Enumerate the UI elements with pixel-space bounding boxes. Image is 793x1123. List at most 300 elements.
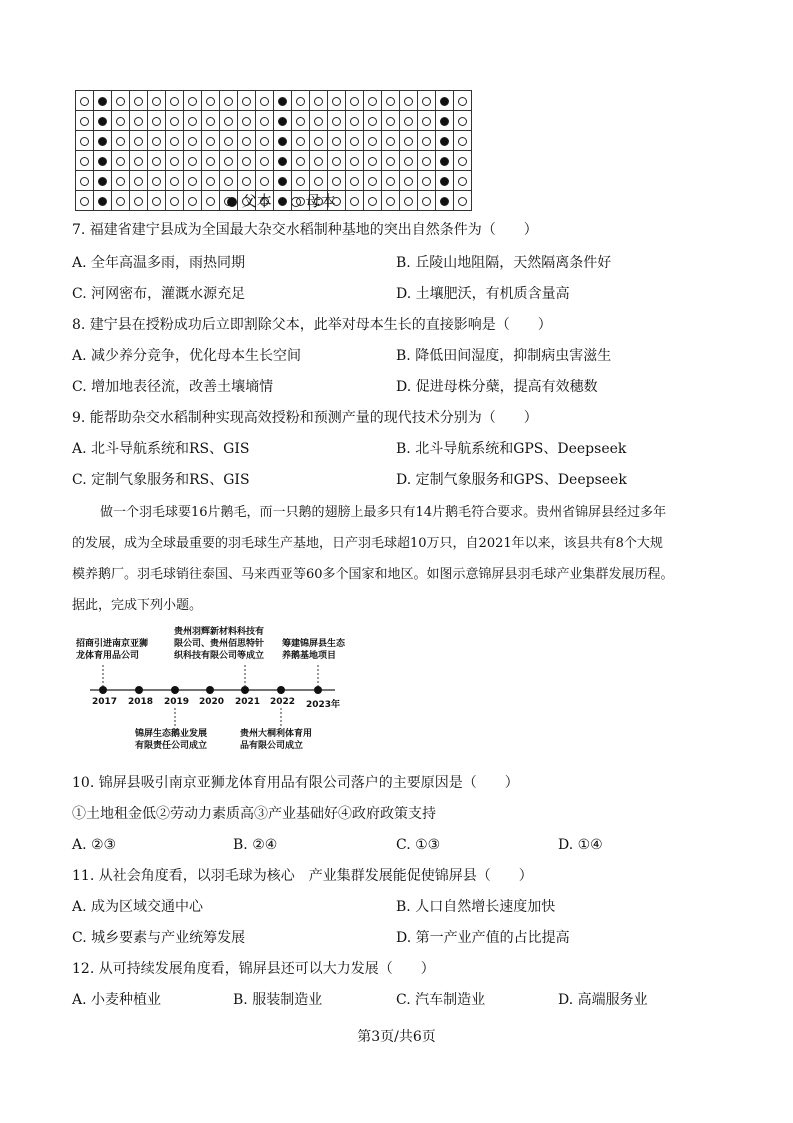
- grid-cell: [94, 91, 112, 111]
- grid-cell: [76, 91, 94, 111]
- mother-plant-dot: [422, 177, 431, 186]
- grid-cell: [202, 171, 220, 191]
- timeline-dot-2023: [314, 686, 322, 694]
- timeline-dot-2020: [206, 686, 214, 694]
- mother-plant-dot: [404, 157, 413, 166]
- grid-cell: [166, 191, 184, 211]
- grid-cell: [166, 171, 184, 191]
- grid-legend: [227, 190, 336, 211]
- mother-plant-dot: [458, 137, 467, 146]
- event-2019-line-1: 锦屏生态鹅业发展: [135, 729, 208, 739]
- grid-cell: [292, 111, 310, 131]
- grid-cell: [418, 131, 436, 151]
- q10-choices-line: ①土地租金低②劳动力素质高③产业基础好④政府政策支持: [72, 806, 436, 822]
- father-plant-dot: [278, 157, 287, 166]
- grid-cell: [418, 151, 436, 171]
- mother-plant-dot: [314, 97, 323, 106]
- grid-cell: [310, 151, 328, 171]
- father-plant-dot: [440, 137, 449, 146]
- mother-plant-dot: [152, 117, 161, 126]
- year-2023: 2023年: [306, 700, 341, 710]
- grid-cell: [454, 111, 472, 131]
- grid-cell: [184, 171, 202, 191]
- legend-father-label: 父本: [241, 192, 272, 210]
- mother-plant-dot: [386, 137, 395, 146]
- mother-plant-dot: [422, 117, 431, 126]
- grid-cell: [202, 151, 220, 171]
- mother-plant-dot: [80, 197, 89, 206]
- mother-plant-dot: [170, 117, 179, 126]
- father-plant-dot: [440, 117, 449, 126]
- grid-cell: [400, 191, 418, 211]
- year-2021: 2021: [235, 697, 261, 707]
- grid-cell: [130, 91, 148, 111]
- grid-cell: [220, 131, 238, 151]
- grid-cell: [202, 91, 220, 111]
- grid-cell: [310, 131, 328, 151]
- grid-cell: [184, 151, 202, 171]
- mother-plant-dot: [350, 157, 359, 166]
- mother-plant-dot: [260, 137, 269, 146]
- mother-plant-dot: [296, 97, 305, 106]
- grid-cell: [256, 111, 274, 131]
- q11-option-a: A. 成为区域交通中心: [72, 899, 204, 915]
- grid-cell: [238, 131, 256, 151]
- timeline-dot-2021: [241, 686, 249, 694]
- grid-cell: [256, 151, 274, 171]
- grid-row: [76, 111, 472, 131]
- grid-cell: [292, 91, 310, 111]
- grid-cell: [202, 131, 220, 151]
- mother-plant-dot: [224, 117, 233, 126]
- grid-cell: [364, 111, 382, 131]
- mother-plant-dot: [170, 97, 179, 106]
- grid-cell: [382, 171, 400, 191]
- grid-cell: [76, 131, 94, 151]
- grid-cell: [364, 171, 382, 191]
- grid-cell: [202, 191, 220, 211]
- mother-plant-dot: [80, 157, 89, 166]
- grid-cell: [328, 111, 346, 131]
- grid-cell: [436, 191, 454, 211]
- q7-option-c: C. 河网密布，灌溉水源充足: [72, 286, 246, 302]
- q7-option-a: A. 全年高温多雨，雨热同期: [72, 255, 246, 271]
- q9-stem: 9. 能帮助杂交水稻制种实现高效授粉和预测产量的现代技术分别为（ ）: [72, 410, 538, 426]
- grid-cell: [220, 91, 238, 111]
- mother-plant-dot: [134, 197, 143, 206]
- mother-plant-dot: [134, 157, 143, 166]
- timeline-dot-2019: [171, 686, 179, 694]
- grid-cell: [274, 91, 292, 111]
- grid-cell: [454, 131, 472, 151]
- q7-option-d: D. 土壤肥沃，有机质含量高: [396, 286, 570, 302]
- grid-cell: [184, 111, 202, 131]
- mother-plant-dot: [386, 197, 395, 206]
- legend-mother-label: 母本: [305, 192, 336, 210]
- grid-cell: [112, 91, 130, 111]
- timeline-dot-2018: [135, 686, 143, 694]
- father-plant-dot: [98, 197, 107, 206]
- grid-cell: [130, 171, 148, 191]
- mother-plant-dot: [404, 177, 413, 186]
- q11-option-c: C. 城乡要素与产业统筹发展: [72, 930, 246, 946]
- father-plant-dot: [440, 177, 449, 186]
- grid-cell: [148, 91, 166, 111]
- grid-cell: [274, 131, 292, 151]
- grid-cell: [220, 171, 238, 191]
- mother-plant-dot: [386, 157, 395, 166]
- grid-cell: [400, 111, 418, 131]
- event-2021: [174, 626, 264, 662]
- mother-plant-dot: [386, 177, 395, 186]
- grid-cell: [346, 151, 364, 171]
- grid-cell: [364, 91, 382, 111]
- mother-plant-dot: [332, 177, 341, 186]
- grid-cell: [274, 171, 292, 191]
- mother-plant-dot: [224, 137, 233, 146]
- father-plant-dot: [440, 197, 449, 206]
- event-2017-line-1: 招商引进南京亚狮: [76, 639, 149, 649]
- grid-cell: [112, 131, 130, 151]
- event-2021-line-3: 织科技有限公司等成立: [174, 651, 265, 661]
- q10-option-b: B. ②④: [233, 837, 278, 853]
- mother-plant-dot: [116, 157, 125, 166]
- grid-cell: [76, 191, 94, 211]
- grid-cell: [130, 191, 148, 211]
- q8-option-d: D. 促进母株分蘖，提高有效穗数: [396, 379, 598, 395]
- q12-option-c: C. 汽车制造业: [396, 992, 486, 1008]
- grid-cell: [112, 171, 130, 191]
- grid-cell: [436, 111, 454, 131]
- grid-cell: [454, 191, 472, 211]
- mother-plant-dot: [422, 157, 431, 166]
- mother-plant-dot: [152, 97, 161, 106]
- year-2022: 2022: [270, 697, 296, 707]
- mother-plant-dot: [314, 157, 323, 166]
- grid-cell: [436, 151, 454, 171]
- father-plant-dot: [98, 117, 107, 126]
- mother-plant-dot: [242, 177, 251, 186]
- q9-option-d: D. 定制气象服务和GPS、Deepseek: [396, 472, 627, 488]
- mother-plant-dot: [404, 197, 413, 206]
- mother-plant-dot: [368, 197, 377, 206]
- mother-plant-dot: [206, 137, 215, 146]
- event-2023-line-2: 养鹅基地项目: [282, 651, 337, 661]
- mother-plant-dot: [314, 177, 323, 186]
- grid-cell: [454, 151, 472, 171]
- q11-option-d: D. 第一产业产值的占比提高: [396, 930, 570, 946]
- mother-plant-dot: [134, 137, 143, 146]
- grid-cell: [76, 151, 94, 171]
- grid-cell: [238, 151, 256, 171]
- mother-plant-dot: [296, 177, 305, 186]
- mother-plant-dot: [116, 177, 125, 186]
- father-plant-dot: [98, 177, 107, 186]
- mother-plant-dot: [458, 97, 467, 106]
- father-plant-dot: [278, 177, 287, 186]
- grid-cell: [328, 91, 346, 111]
- mother-plant-dot: [134, 177, 143, 186]
- mother-plant-dot: [404, 97, 413, 106]
- grid-cell: [418, 111, 436, 131]
- grid-cell: [364, 131, 382, 151]
- grid-cell: [94, 171, 112, 191]
- father-plant-dot: [278, 117, 287, 126]
- event-2019-line-2: 有限责任公司成立: [135, 741, 208, 751]
- grid-cell: [292, 131, 310, 151]
- mother-plant-dot: [422, 137, 431, 146]
- grid-cell: [400, 91, 418, 111]
- q10-option-c: C. ①③: [396, 837, 441, 853]
- grid-cell: [400, 171, 418, 191]
- grid-cell: [94, 151, 112, 171]
- mother-plant-dot: [80, 137, 89, 146]
- grid-cell: [238, 91, 256, 111]
- father-plant-dot: [440, 157, 449, 166]
- mother-plant-dot: [224, 97, 233, 106]
- passage-line-4: 据此，完成下列小题。: [72, 598, 203, 613]
- mother-plant-dot: [386, 117, 395, 126]
- grid-cell: [184, 91, 202, 111]
- grid-cell: [400, 151, 418, 171]
- father-plant-dot: [98, 157, 107, 166]
- mother-plant-dot: [134, 117, 143, 126]
- grid-cell: [328, 131, 346, 151]
- grid-cell: [256, 131, 274, 151]
- grid-cell: [256, 171, 274, 191]
- father-plant-dot: [278, 137, 287, 146]
- mother-plant-dot: [170, 177, 179, 186]
- grid-cell: [454, 171, 472, 191]
- grid-cell: [454, 91, 472, 111]
- grid-cell: [310, 111, 328, 131]
- mother-plant-dot: [80, 177, 89, 186]
- mother-plant-dot: [134, 97, 143, 106]
- mother-plant-dot: [260, 157, 269, 166]
- page-footer: 第3页/共6页: [357, 1029, 436, 1045]
- mother-plant-dot: [314, 117, 323, 126]
- grid-cell: [364, 191, 382, 211]
- grid-cell: [346, 131, 364, 151]
- mother-plant-dot: [368, 177, 377, 186]
- event-2023: [282, 638, 345, 662]
- grid-cell: [328, 171, 346, 191]
- event-2021-line-1: 贵州羽辉新材料科技有: [174, 627, 265, 637]
- grid-cell: [184, 191, 202, 211]
- mother-plant-dot: [242, 137, 251, 146]
- grid-cell: [166, 91, 184, 111]
- q9-option-c: C. 定制气象服务和RS、GIS: [72, 472, 250, 488]
- grid-cell: [220, 151, 238, 171]
- q10-stem: 10. 锦屏县吸引南京亚狮龙体育用品有限公司落户的主要原因是（ ）: [72, 775, 519, 791]
- grid-cell: [382, 131, 400, 151]
- q12-option-d: D. 高端服务业: [558, 992, 648, 1008]
- mother-plant-dot: [386, 97, 395, 106]
- mother-plant-dot: [152, 157, 161, 166]
- mother-plant-dot: [332, 137, 341, 146]
- father-dot-icon: [227, 197, 237, 207]
- mother-dot-icon: [291, 197, 301, 207]
- grid-cell: [382, 191, 400, 211]
- grid-cell: [382, 91, 400, 111]
- mother-plant-dot: [368, 117, 377, 126]
- grid-cell: [292, 171, 310, 191]
- event-2022-line-1: 贵州大桐利体育用: [240, 729, 313, 739]
- grid-cell: [148, 151, 166, 171]
- timeline-dot-2022: [277, 686, 285, 694]
- grid-cell: [220, 111, 238, 131]
- q10-option-d: D. ①④: [558, 837, 603, 853]
- grid-row: [76, 91, 472, 111]
- mother-plant-dot: [188, 97, 197, 106]
- grid-cell: [310, 171, 328, 191]
- q11-option-b: B. 人口自然增长速度加快: [396, 899, 556, 915]
- mother-plant-dot: [260, 117, 269, 126]
- mother-plant-dot: [296, 117, 305, 126]
- event-2019: [135, 728, 207, 752]
- grid-cell: [346, 91, 364, 111]
- mother-plant-dot: [206, 197, 215, 206]
- year-2017: 2017: [92, 697, 118, 707]
- mother-plant-dot: [404, 137, 413, 146]
- grid-cell: [130, 111, 148, 131]
- grid-cell: [418, 91, 436, 111]
- mother-plant-dot: [242, 117, 251, 126]
- grid-cell: [382, 111, 400, 131]
- grid-cell: [436, 171, 454, 191]
- mother-plant-dot: [260, 97, 269, 106]
- mother-plant-dot: [458, 177, 467, 186]
- grid-cell: [238, 171, 256, 191]
- mother-plant-dot: [80, 97, 89, 106]
- mother-plant-dot: [170, 157, 179, 166]
- q7-option-b: B. 丘陵山地阻隔，天然隔离条件好: [396, 255, 612, 271]
- mother-plant-dot: [350, 117, 359, 126]
- mother-plant-dot: [170, 137, 179, 146]
- grid-cell: [76, 171, 94, 191]
- mother-plant-dot: [368, 97, 377, 106]
- grid-cell: [130, 131, 148, 151]
- grid-cell: [76, 111, 94, 131]
- mother-plant-dot: [458, 117, 467, 126]
- mother-plant-dot: [224, 157, 233, 166]
- year-2018: 2018: [128, 697, 154, 707]
- mother-plant-dot: [188, 177, 197, 186]
- grid-cell: [328, 151, 346, 171]
- year-2020: 2020: [199, 697, 225, 707]
- timeline-dot-2017: [99, 686, 107, 694]
- mother-plant-dot: [188, 117, 197, 126]
- mother-plant-dot: [332, 117, 341, 126]
- grid-row: [76, 131, 472, 151]
- grid-cell: [436, 131, 454, 151]
- grid-cell: [166, 111, 184, 131]
- grid-cell: [94, 111, 112, 131]
- grid-row: [76, 151, 472, 171]
- grid-cell: [238, 111, 256, 131]
- mother-plant-dot: [332, 97, 341, 106]
- grid-cell: [256, 91, 274, 111]
- mother-plant-dot: [170, 197, 179, 206]
- grid-cell: [346, 191, 364, 211]
- mother-plant-dot: [116, 137, 125, 146]
- grid-cell: [382, 151, 400, 171]
- mother-plant-dot: [188, 137, 197, 146]
- grid-cell: [112, 191, 130, 211]
- q11-stem: 11. 从社会角度看，以羽毛球为核心 产业集群发展能促使锦屏县（ ）: [72, 868, 533, 884]
- mother-plant-dot: [458, 157, 467, 166]
- mother-plant-dot: [152, 137, 161, 146]
- grid-cell: [148, 131, 166, 151]
- mother-plant-dot: [296, 157, 305, 166]
- grid-cell: [310, 91, 328, 111]
- mother-plant-dot: [242, 157, 251, 166]
- mother-plant-dot: [224, 177, 233, 186]
- mother-plant-dot: [350, 137, 359, 146]
- grid-cell: [94, 191, 112, 211]
- q8-option-b: B. 降低田间湿度，抑制病虫害滋生: [396, 348, 612, 364]
- father-plant-dot: [440, 97, 449, 106]
- q7-stem: 7. 福建省建宁县成为全国最大杂交水稻制种基地的突出自然条件为（ ）: [72, 222, 538, 238]
- mother-plant-dot: [296, 137, 305, 146]
- grid-cell: [400, 131, 418, 151]
- mother-plant-dot: [116, 197, 125, 206]
- q12-option-b: B. 服装制造业: [233, 992, 323, 1008]
- mother-plant-dot: [350, 197, 359, 206]
- father-plant-dot: [278, 97, 287, 106]
- father-plant-dot: [98, 137, 107, 146]
- mother-plant-dot: [368, 157, 377, 166]
- mother-plant-dot: [152, 197, 161, 206]
- event-2023-line-1: 筹建锦屏县生态: [282, 639, 346, 649]
- grid-cell: [94, 131, 112, 151]
- event-2022-line-2: 品有限公司成立: [240, 741, 304, 751]
- grid-cell: [346, 171, 364, 191]
- grid-cell: [148, 111, 166, 131]
- grid-cell: [364, 151, 382, 171]
- mother-plant-dot: [188, 157, 197, 166]
- q8-option-a: A. 减少养分竞争，优化母本生长空间: [72, 348, 302, 364]
- event-2017-line-2: 龙体育用品公司: [76, 651, 140, 661]
- q9-option-b: B. 北斗导航系统和GPS、Deepseek: [396, 441, 627, 457]
- mother-plant-dot: [350, 177, 359, 186]
- mother-plant-dot: [206, 157, 215, 166]
- grid-cell: [112, 151, 130, 171]
- grid-cell: [346, 111, 364, 131]
- mother-plant-dot: [152, 177, 161, 186]
- event-2022: [240, 728, 312, 752]
- q8-stem: 8. 建宁县在授粉成功后立即割除父本，此举对母本生长的直接影响是（ ）: [72, 317, 552, 333]
- grid-cell: [112, 111, 130, 131]
- grid-cell: [148, 191, 166, 211]
- mother-plant-dot: [206, 177, 215, 186]
- mother-plant-dot: [260, 177, 269, 186]
- grid-cell: [166, 131, 184, 151]
- grid-cell: [130, 151, 148, 171]
- grid-cell: [148, 171, 166, 191]
- mother-plant-dot: [116, 97, 125, 106]
- grid-cell: [274, 111, 292, 131]
- mother-plant-dot: [206, 97, 215, 106]
- mother-plant-dot: [458, 197, 467, 206]
- grid-cell: [418, 191, 436, 211]
- grid-cell: [184, 131, 202, 151]
- grid-row: [76, 171, 472, 191]
- mother-plant-dot: [80, 117, 89, 126]
- passage-line-1: 做一个羽毛球要16片鹅毛，而一只鹅的翅膀上最多只有14片鹅毛符合要求。贵州省锦屏县经过多年: [100, 505, 667, 520]
- q8-option-c: C. 增加地表径流，改善土壤墒情: [72, 379, 274, 395]
- event-2021-line-2: 限公司、贵州佰思特针: [174, 639, 265, 649]
